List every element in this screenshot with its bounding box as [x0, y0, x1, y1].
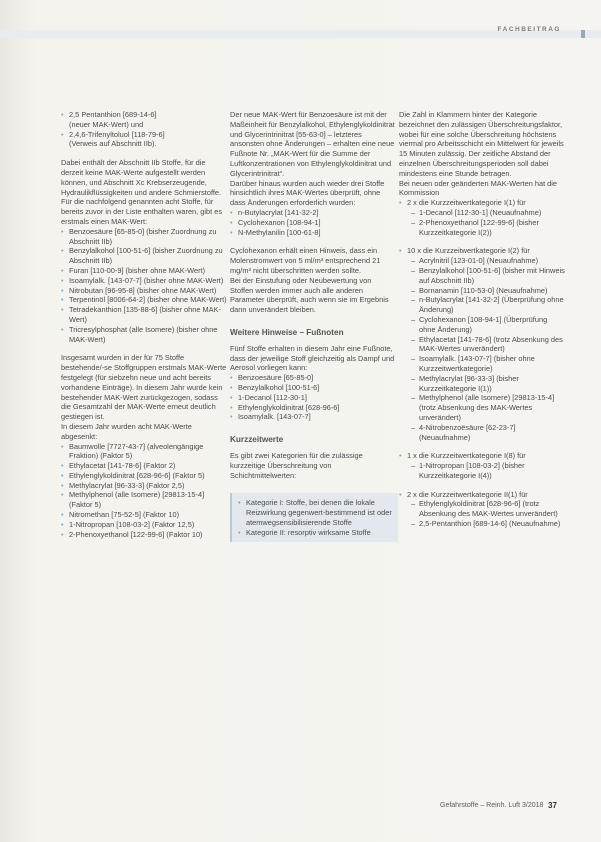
list-item: – Ethylenglykoldinitrat [628-96-6] (trotz Absenkung des MAK-Wertes unverändert) [411, 499, 565, 519]
list-item: – 2-Phenoxyethanol [122-99-6] (bisher Kurzzeitkategorie I(2)) [411, 218, 565, 238]
list-item: • Cyclohexanon [108-94-1] [230, 218, 396, 228]
list-item: • 1-Decanol [112-30-1] [230, 393, 396, 403]
list-item: • Furan [110-00-9] (bisher ohne MAK-Wert) [61, 266, 227, 276]
sub-list [411, 256, 565, 442]
list-item: – Methylphenol (alle Isomere) [29813-15-4] (trotz Absenkung des MAK-Wertes unverändert) [411, 393, 565, 422]
group-label: 2 x die Kurzzeitwertkategorie I(1) für [407, 198, 526, 208]
list-item: • Benzylalkohol [100-51-6] [230, 383, 396, 393]
list-item: • 2,4,6-Trifenyltoluol [118-79-6] (Verweis auf Abschnitt IIb). [61, 130, 227, 150]
list-item: – 1-Decanol [112-30-1] (Neuaufnahme) [411, 208, 565, 218]
list-item: • Kategorie II: resorptiv wirksame Stoffe [238, 528, 392, 538]
list-item: • Terpentinöl [8006-64-2] (bisher ohne MAK-Wert) [61, 295, 227, 305]
sub-list [411, 461, 565, 481]
list-item: • Ethylenglykoldinitrat [628-96-6] (Faktor 5) [61, 471, 227, 481]
list-lowered-mak [61, 442, 227, 540]
list-footnotes [230, 373, 396, 422]
category-box [230, 493, 398, 542]
column-1 [61, 110, 227, 539]
list-item: • Benzoesäure [65-85-0] (bisher Zuordnung zu Abschnitt IIb) [61, 227, 227, 247]
list-item: – Methylacrylat [96-33-3] (bisher Kurzzeitkategorie I(1)) [411, 374, 565, 394]
list-item: • Benzylalkohol [100-51-6] (bisher Zuordnung zu Abschnitt IIb) [61, 246, 227, 266]
sub-list [411, 208, 565, 237]
list-item: • Ethylacetat [141-78-6] (Faktor 2) [61, 461, 227, 471]
list-item: – Isoamylalk. [143-07-7] (bisher ohne Kurzzeitwertkategorie) [411, 354, 565, 374]
list-item: • Baumwolle [7727-43-7] (alveolengängige Fraktion) (Faktor 5) [61, 442, 227, 462]
paragraph: Insgesamt wurden in der für 75 Stoffe bestehende/-se Stoffgruppen erstmals MAK-Werte festgelegt (für siebzehn neue und acht bereits vorhandene Einträge). In diesem Jahr wurde kein bestehender MAK-Wert zurückgezogen, sodass die Gesamtzahl der MAK-Werte erneut deutlich gestiegen ist. [61, 353, 227, 422]
paragraph: Es gibt zwei Kategorien für die zulässige kurzzeitige Überschreitung von Schichtmittelwerten: [230, 450, 363, 480]
section-heading: Kurzzeitwerte [230, 435, 284, 445]
list-item: • Methylphenol (alle Isomere) [29813-15-4] (Faktor 5) [61, 490, 227, 510]
list-item: • Tricresylphosphat (alle Isomere) (bisher ohne MAK-Wert) [61, 325, 227, 345]
column-2 [230, 110, 396, 542]
list-item: – 4-Nitrobenzoësäure [62-23-7] (Neuaufnahme) [411, 423, 565, 443]
list-item: • Kategorie I: Stoffe, bei denen die lokale Reizwirkung gegenwert-bestimmend ist oder atemwegsensibilisierende Stoffe [238, 498, 392, 527]
list-item: – 2,5-Pentanthion [689-14-6] (Neuaufnahme) [411, 519, 565, 529]
category-groups [399, 198, 565, 529]
page-number: 37 [548, 801, 557, 810]
list-item: – Ethylacetat [141-78-6] (trotz Absenkung des MAK-Wertes unverändert) [411, 335, 565, 355]
paragraph: Darüber hinaus wurden auch wieder drei Stoffe hinsichtlich ihres MAK-Wertes überprüft, ohne dass Änderungen erforderlich wurden: [230, 178, 385, 208]
column-3 [399, 110, 565, 529]
list-item: • Ethylenglykoldinitrat [628-96-6] [230, 403, 396, 413]
list-item: • Benzoesäure [65-85-0] [230, 373, 396, 383]
list-item: • n-Butylacrylat [141-32-2] [230, 208, 396, 218]
list-item: – 1-Nitropropan [108-03-2] (bisher Kurzzeitkategorie I(4)) [411, 461, 565, 481]
list-item: – n-Butylacrylat [141-32-2] (Überprüfung ohne Änderung) [411, 295, 565, 315]
list-item: • 2-Phenoxyethanol [122-99-6] (Faktor 10) [61, 530, 227, 540]
paragraph: Der neue MAK-Wert für Benzoesäure ist mit der Maßeinheit für Benzylalkohol, Ethylenglykoldinitrat und Glycerintrinitrat [55-63-0] – letzteres ansonsten ohne Änderungen – erhalten eine neue Fußnote Nr. „MAK-Wert für die Summe der Luftkonzentrationen von Ethylenglykoldinitrat und Glycerintrinitrat“. [230, 110, 395, 178]
list-item: • 2,5 Pentanthion [689-14-6] (neuer MAK-Wert) und [61, 110, 227, 130]
list-item: • 1-Nitropropan [108-03-2] (Faktor 12,5) [61, 520, 227, 530]
list-item [399, 490, 565, 529]
paragraph: Cyclohexanon erhält einen Hinweis, dass ein Molenstromwert von 5 ml/m³ entsprechend 21 mg/m³ nicht überschritten werden sollte. [230, 246, 381, 275]
list-item [399, 246, 565, 442]
list-item: – Benzylalkohol [100-51-6] (bisher mit Hinweis auf Abschnitt IIb) [411, 266, 565, 286]
list-item: • N-Methylanilin [100-61-8] [230, 228, 396, 238]
list-item: – Cyclohexanon [108-94-1] (Überprüfung ohne Änderung) [411, 315, 565, 335]
list-item: – Acrylnitril [123-01-0] (Neuaufnahme) [411, 256, 565, 266]
list-item: • Isoamylalk. [143-07-7] (bisher ohne MAK-Wert) [61, 276, 227, 286]
journal-footer: Gefahrstoffe – Reinh. Luft 3/2018 [440, 802, 544, 809]
section-label: FACHBEITRAG [497, 26, 561, 33]
sub-list [411, 499, 565, 528]
list-item [399, 451, 565, 480]
paragraph: Die Zahl in Klammern hinter der Kategorie bezeichnet den zulässigen Überschreitungsfaktor, wobei für eine solche Überschreitung höchstens viermal pro Arbeitsschicht ein Mittelwert für jeweils 15 Minuten zulässig. Der zeitliche Abstand der einzelnen Überschreitungsperioden soll dabei mindestens eine Stunde betragen. [399, 110, 564, 178]
paragraph: Dabei enthält der Abschnitt IIb Stoffe, für die derzeit keine MAK-Werte aufgestellt werden können, und Abschnitt Xc Krebserzeugende, Hydraulikflüssigkeiten und andere Schmierstoffe. [61, 158, 222, 197]
paragraph: Bei neuen oder geänderten MAK-Werten hat die Kommission [399, 178, 558, 198]
list-item: • Tetradekanthion [135-88-6] (bisher ohne MAK-Wert) [61, 305, 227, 325]
paragraph: In diesem Jahr wurden acht MAK-Werte abgesenkt: [61, 421, 192, 441]
list-item: • Nitromethan [75-52-5] (Faktor 10) [61, 510, 227, 520]
list-item: • Isoamylalk. [143-07-7] [230, 412, 396, 422]
paragraph: Für die nachfolgend genannten acht Stoffe, für bereits zuvor in der Liste enthalten waren, gibt es erstmals einen MAK-Wert: [61, 197, 223, 226]
paragraph: Bei der Einstufung oder Neubewertung von Stoffen werden immer auch alle anderen Parameter überprüft, auch wenn sie im Ergebnis dann unverändert bleiben. [230, 275, 389, 315]
list-new-mak [61, 227, 227, 345]
list-item: • Methylacrylat [96-33-3] (Faktor 2,5) [61, 481, 227, 491]
section-heading: Weitere Hinweise – Fußnoten [230, 327, 344, 337]
list-item: • Nitrobutan [96-95-8] (bisher ohne MAK-Wert) [61, 286, 227, 296]
group-label: 2 x die Kurzzeitwertkategorie II(1) für [407, 489, 528, 499]
category-list [238, 498, 392, 537]
group-label: 1 x die Kurzzeitwertkategorie I(8) für [407, 451, 526, 461]
paragraph: Fünf Stoffe erhalten in diesem Jahr eine Fußnote, dass der jeweilige Stoff gleichzeitig als Dampf und Aerosol vorliegen kann: [230, 343, 395, 373]
list-reviewed [230, 208, 396, 237]
list-item: – Bornanamin [110-53-0] (Neuaufnahme) [411, 286, 565, 296]
list-item [399, 198, 565, 237]
header-accent [581, 30, 585, 38]
group-label: 10 x die Kurzzeitwertkategorie I(2) für [407, 246, 530, 256]
top-list [61, 110, 227, 149]
